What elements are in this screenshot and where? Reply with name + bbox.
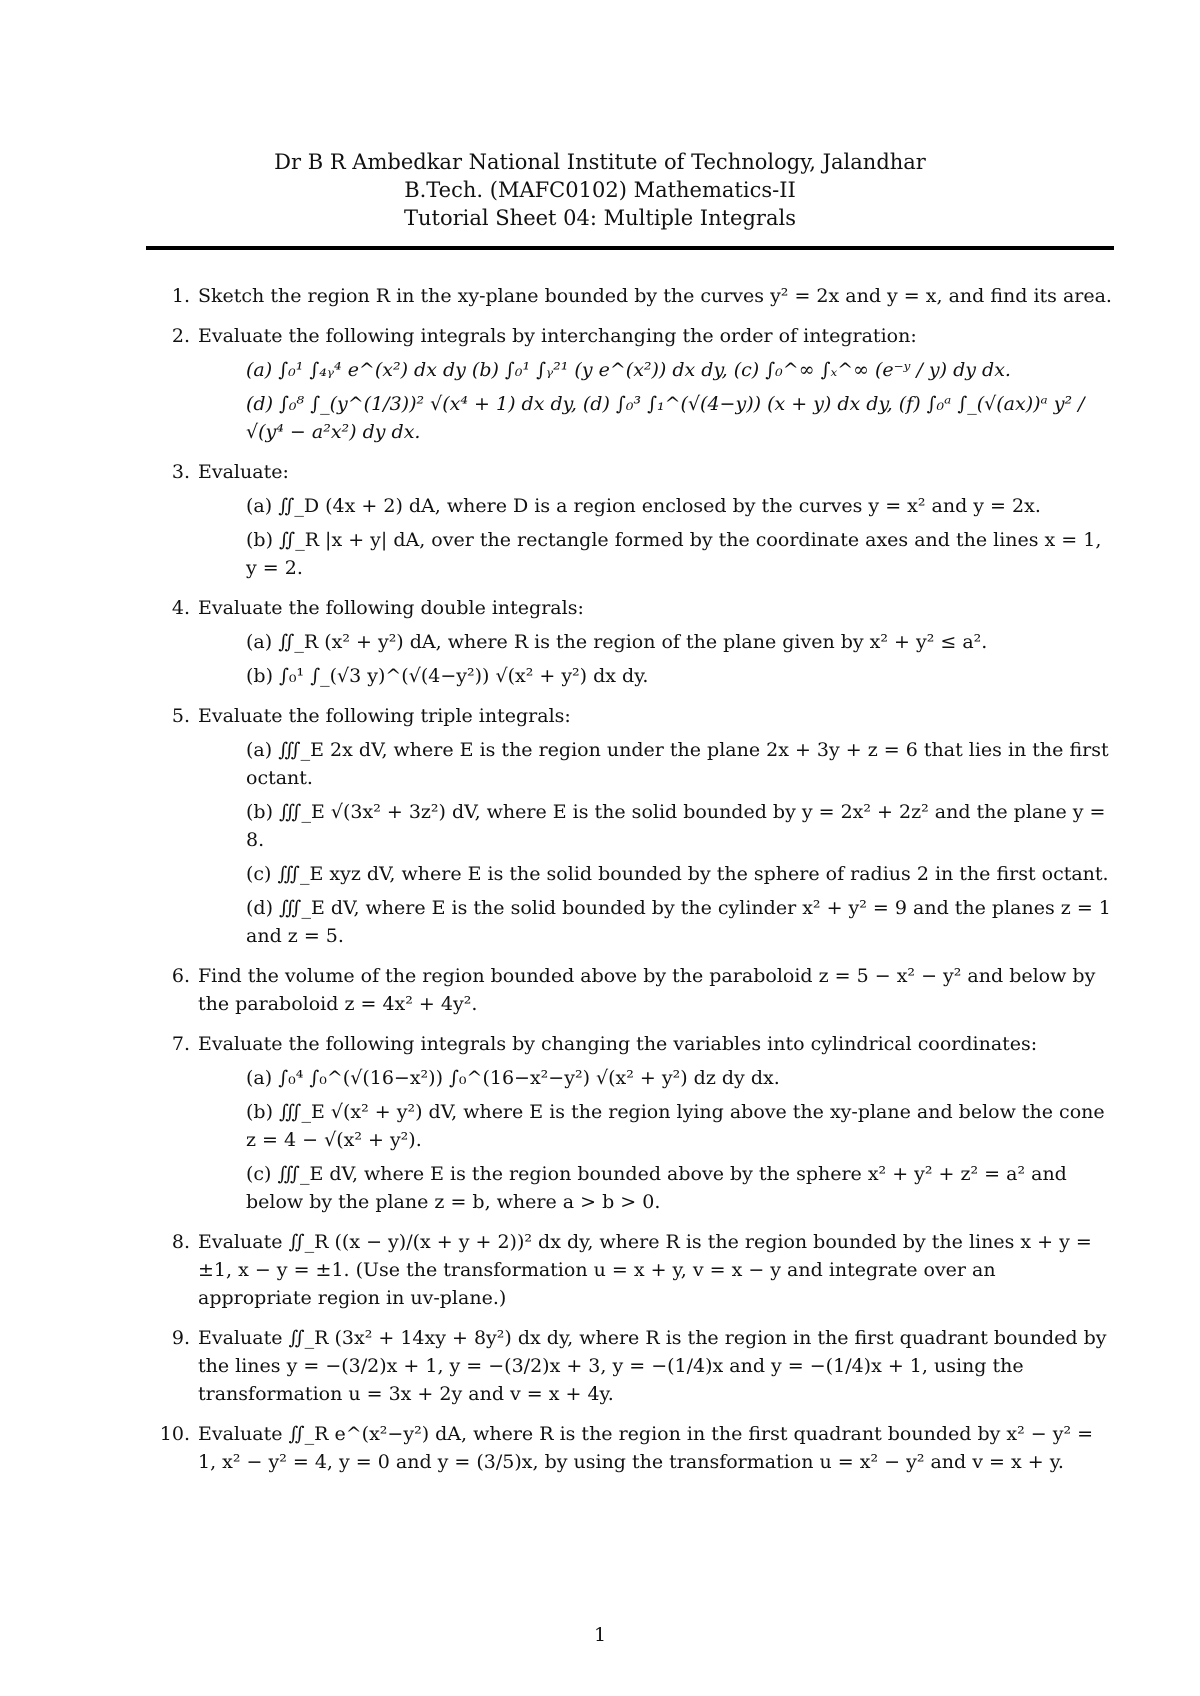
question-5c: (c) ∭_E xyz dV, where E is the solid bounded by the sphere of radius 2 in the first octant. <box>246 863 1109 885</box>
question-2 <box>146 322 1114 446</box>
question-text: Evaluate the following integrals by interchanging the order of integration: <box>198 325 917 347</box>
question-7c: (c) ∭_E dV, where E is the region bounded above by the sphere x² + y² + z² = a² and below by the plane z = b, where a > b > 0. <box>246 1163 1067 1213</box>
question-text: Evaluate the following integrals by changing the variables into cylindrical coordinates: <box>198 1033 1038 1055</box>
question-number: 3. <box>171 461 190 483</box>
question-8 <box>146 1228 1114 1312</box>
institute-name: Dr B R Ambedkar National Institute of Technology, Jalandhar <box>274 150 926 174</box>
course-title: B.Tech. (MAFC0102) Mathematics-II <box>404 178 796 202</box>
question-text: Sketch the region R in the xy-plane bounded by the curves y² = 2x and y = x, and find its area. <box>198 285 1112 307</box>
question-10 <box>146 1420 1114 1476</box>
question-3 <box>146 458 1114 582</box>
sheet-title: Tutorial Sheet 04: Multiple Integrals <box>404 206 796 230</box>
question-5b: (b) ∭_E √(3x² + 3z²) dV, where E is the solid bounded by y = 2x² + 2z² and the plane y = 8. <box>246 801 1106 851</box>
question-4b: (b) ∫₀¹ ∫_(√3 y)^(√(4−y²)) √(x² + y²) dx dy. <box>246 665 649 687</box>
question-4a: (a) ∬_R (x² + y²) dA, where R is the region of the plane given by x² + y² ≤ a². <box>246 631 988 653</box>
page-number: 1 <box>593 1624 607 1646</box>
question-number: 6. <box>171 965 190 987</box>
question-text: Evaluate ∬_R e^(x²−y²) dA, where R is the region in the first quadrant bounded by x² − y² = 1, x² − y² = 4, y = 0 and y = (3/5)x, by using the transformation u = x² − y² and v = x + y. <box>198 1423 1094 1473</box>
question-text: Evaluate ∬_R ((x − y)/(x + y + 2))² dx dy, where R is the region bounded by the lines x + y = ±1, x − y = ±1. (Use the transformation u = x + y, v = x − y and integrate over an appropriate region in uv-plane.) <box>198 1231 1092 1309</box>
question-3b: (b) ∬_R |x + y| dA, over the rectangle formed by the coordinate axes and the lines x = 1, y = 2. <box>246 529 1102 579</box>
question-number: 10. <box>159 1423 190 1445</box>
question-4 <box>146 594 1114 690</box>
question-6 <box>146 962 1114 1018</box>
question-text: Evaluate: <box>198 461 289 483</box>
question-text: Evaluate the following double integrals: <box>198 597 584 619</box>
question-7b: (b) ∭_E √(x² + y²) dV, where E is the region lying above the xy-plane and below the cone z = 4 − √(x² + y²). <box>246 1101 1105 1151</box>
question-number: 2. <box>171 325 190 347</box>
question-text: Evaluate the following triple integrals: <box>198 705 571 727</box>
question-list <box>146 282 1114 1488</box>
header-rule <box>146 246 1114 250</box>
question-text: Find the volume of the region bounded above by the paraboloid z = 5 − x² − y² and below by the paraboloid z = 4x² + 4y². <box>198 965 1096 1015</box>
question-9 <box>146 1324 1114 1408</box>
question-7a: (a) ∫₀⁴ ∫₀^(√(16−x²)) ∫₀^(16−x²−y²) √(x² + y²) dz dy dx. <box>246 1067 780 1089</box>
question-1 <box>146 282 1114 310</box>
question-number: 1. <box>171 285 190 307</box>
question-7 <box>146 1030 1114 1216</box>
document-header <box>0 148 1200 232</box>
question-5a: (a) ∭_E 2x dV, where E is the region under the plane 2x + 3y + z = 6 that lies in the first octant. <box>246 739 1109 789</box>
question-number: 8. <box>171 1231 190 1253</box>
question-2-parts-d-f: (d) ∫₀⁸ ∫_(y^(1/3))² √(x⁴ + 1) dx dy, (d) ∫₀³ ∫₁^(√(4−y)) (x + y) dx dy, (f) ∫₀ᵃ ∫_(√(ax))ᵃ y² / √(y⁴ − a²x²) dy dx. <box>246 393 1085 443</box>
question-number: 4. <box>171 597 190 619</box>
question-5 <box>146 702 1114 950</box>
question-number: 9. <box>171 1327 190 1349</box>
question-2-parts-a-c: (a) ∫₀¹ ∫₄ᵧ⁴ e^(x²) dx dy (b) ∫₀¹ ∫ᵧ²¹ (y e^(x²)) dx dy, (c) ∫₀^∞ ∫ₓ^∞ (e⁻ʸ / y) dy dx. <box>246 359 1011 381</box>
question-number: 5. <box>171 705 190 727</box>
question-5d: (d) ∭_E dV, where E is the solid bounded by the cylinder x² + y² = 9 and the planes z = 1 and z = 5. <box>246 897 1111 947</box>
question-3a: (a) ∬_D (4x + 2) dA, where D is a region enclosed by the curves y = x² and y = 2x. <box>246 495 1041 517</box>
question-number: 7. <box>171 1033 190 1055</box>
question-text: Evaluate ∬_R (3x² + 14xy + 8y²) dx dy, where R is the region in the first quadrant bounded by the lines y = −(3/2)x + 1, y = −(3/2)x + 3, y = −(1/4)x and y = −(1/4)x + 1, using the transformation u = 3x + 2y and v = x + 4y. <box>198 1327 1107 1405</box>
